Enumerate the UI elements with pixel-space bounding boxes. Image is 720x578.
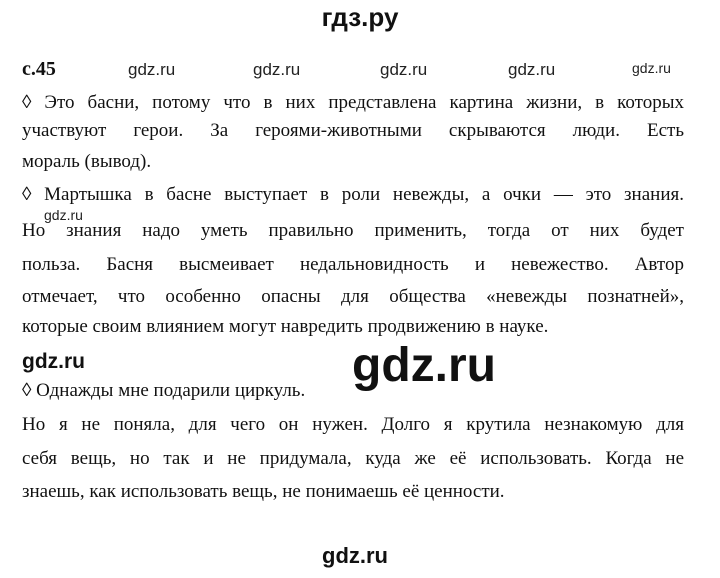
watermark: gdz.ru bbox=[128, 60, 176, 79]
paragraph-3-line-2: Но я не поняла, для чего он нужен. Долго я крутила незнакомую для bbox=[22, 414, 684, 435]
paragraph-1-line-1: ◊ Это басни, потому что в них представлена картина жизни, в которых bbox=[22, 92, 684, 113]
paragraph-2-line-5: которые своим влиянием могут навредить продвижению в науке. bbox=[22, 316, 549, 337]
page-number: с.45 bbox=[22, 58, 56, 80]
paragraph-3-line-1: ◊ Однажды мне подарили циркуль. bbox=[22, 380, 306, 401]
watermark: gdz.ru bbox=[380, 60, 428, 79]
site-header-title: гдз.ру bbox=[321, 2, 399, 32]
watermark: gdz.ru bbox=[508, 60, 556, 79]
watermark: gdz.ru bbox=[253, 60, 301, 79]
paragraph-1-line-3: мораль (вывод). bbox=[22, 151, 152, 172]
paragraph-3-line-3: себя вещь, но так и не придумала, куда же её использовать. Когда не bbox=[22, 448, 684, 469]
paragraph-1-line-2: участвуют герои. За героями-животными скрываются люди. Есть bbox=[22, 120, 684, 141]
footer-watermark: gdz.ru bbox=[322, 543, 388, 568]
watermark: gdz.ru bbox=[44, 207, 83, 223]
paragraph-3-line-4: знаешь, как использовать вещь, не понимаешь её ценности. bbox=[22, 481, 505, 502]
paragraph-2-line-4: отмечает, что особенно опасны для общества «невежды познатней», bbox=[22, 286, 684, 307]
watermark: gdz.ru bbox=[22, 350, 85, 373]
paragraph-2-line-1: ◊ Мартышка в басне выступает в роли невежды, а очки — это знания. bbox=[22, 184, 684, 205]
watermark: gdz.ru bbox=[632, 60, 671, 76]
paragraph-2-line-3: польза. Басня высмеивает недальновидность и невежество. Автор bbox=[22, 254, 684, 275]
paragraph-2-line-2: Но знания надо уметь правильно применить, тогда от них будет bbox=[22, 220, 684, 241]
watermark-large: gdz.ru bbox=[352, 339, 496, 392]
